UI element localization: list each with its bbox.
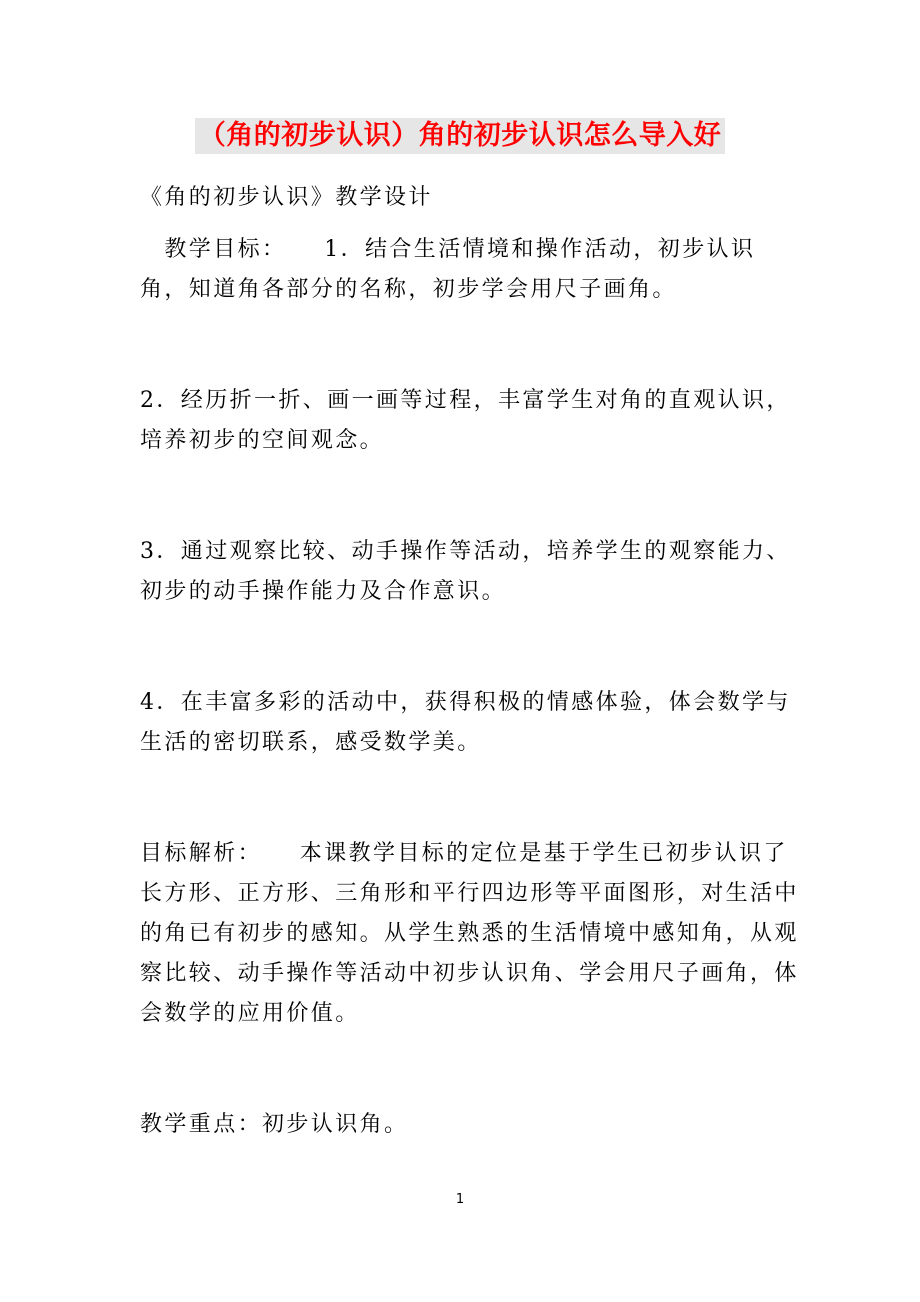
document-body <box>140 178 802 1216</box>
document-subtitle: 《角的初步认识》教学设计 <box>140 185 433 210</box>
paragraph-teaching-goal-3: 3．通过观察比较、动手操作等活动，培养学生的观察能力、初步的动手操作能力及合作意识。 <box>140 539 791 604</box>
document-title: （角的初步认识）角的初步认识怎么导入好 <box>195 118 726 154</box>
paragraph-goal-analysis: 目标解析： 本课教学目标的定位是基于学生已初步认识了长方形、正方形、三角形和平行四边形等平面图形，对生活中的角已有初步的感知。从学生熟悉的生活情境中感知角，从观察比较、动手操作等活动中初步认识角、学会用尺子画角，体会数学的应用价值。 <box>140 841 799 1026</box>
paragraph-teaching-goal-2: 2．经历折一折、画一画等过程，丰富学生对角的直观认识，培养初步的空间观念。 <box>140 388 791 453</box>
paragraph-teaching-focus: 教学重点：初步认识角。 <box>140 1112 409 1137</box>
paragraph-teaching-goal-4: 4．在丰富多彩的活动中，获得积极的情感体验，体会数学与生活的密切联系，感受数学美。 <box>140 690 791 755</box>
page-number: 1 <box>455 1192 465 1207</box>
paragraph-teaching-goal-1: 教学目标： 1．结合生活情境和操作活动，初步认识角，知道角各部分的名称，初步学会用尺子画角。 <box>140 237 756 302</box>
title-container <box>0 118 920 154</box>
